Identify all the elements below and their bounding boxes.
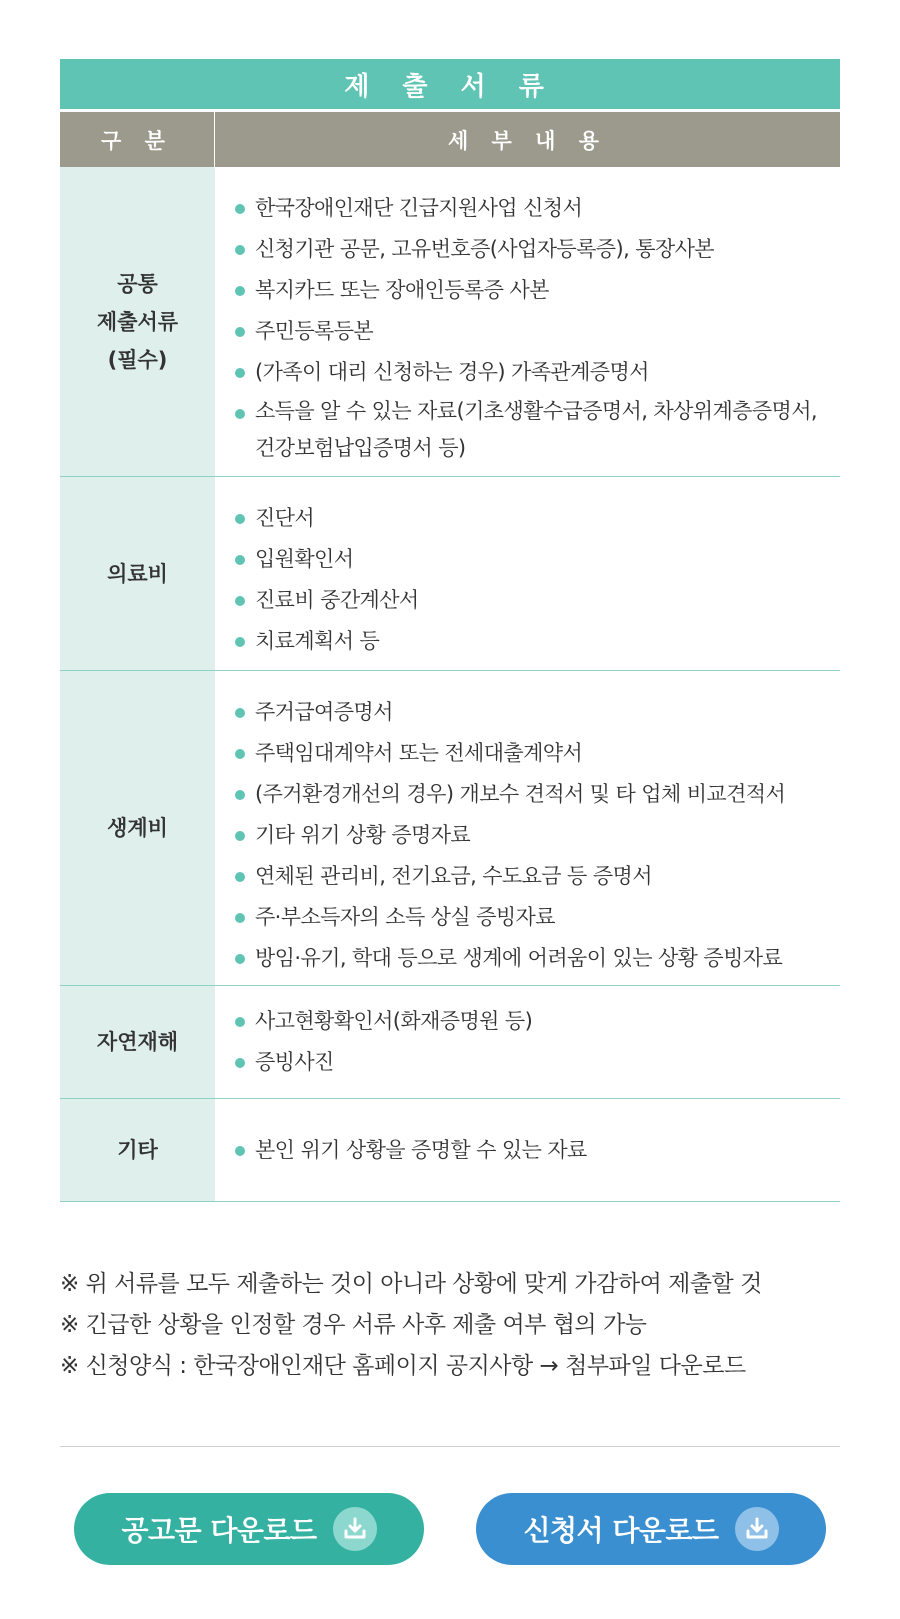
list-item: 본인 위기 상황을 증명할 수 있는 자료	[235, 1130, 840, 1171]
list-item: 증빙사진	[235, 1042, 840, 1083]
download-icon	[333, 1507, 377, 1551]
list-item: (가족이 대리 신청하는 경우) 가족관계증명서	[235, 352, 840, 393]
form-download-button[interactable]	[476, 1493, 826, 1565]
note-line: ※ 위 서류를 모두 제출하는 것이 아니라 상황에 맞게 가감하여 제출할 것	[60, 1271, 762, 1297]
table-row-living	[60, 671, 840, 986]
list-item: 복지카드 또는 장애인등록증 사본	[235, 270, 840, 311]
list-item: 신청기관 공문, 고유번호증(사업자등록증), 통장사본	[235, 229, 840, 270]
category-line: 공통	[117, 271, 158, 296]
list-item: 연체된 관리비, 전기요금, 수도요금 등 증명서	[235, 856, 840, 897]
category-line: 생계비	[107, 816, 168, 840]
list-item: 주·부소득자의 소득 상실 증빙자료	[235, 897, 840, 938]
row-category	[60, 1099, 215, 1201]
list-item: 입원확인서	[235, 539, 840, 580]
table-header-row	[60, 112, 840, 167]
row-category	[60, 671, 215, 985]
header-detail: 세 부 내 용	[447, 128, 608, 153]
download-icon	[735, 1507, 779, 1551]
list-item: 주택임대계약서 또는 전세대출계약서	[235, 733, 840, 774]
category-line: 자연재해	[96, 1030, 179, 1054]
table-title: 제 출 서 류	[60, 59, 840, 112]
document-list	[215, 1099, 840, 1201]
row-category	[60, 986, 215, 1098]
category-line: 제출서류	[96, 309, 179, 334]
list-item: 주민등록등본	[235, 311, 840, 352]
table-row-other	[60, 1099, 840, 1202]
required-documents-table	[60, 59, 840, 1202]
list-item: 진단서	[235, 498, 840, 539]
table-row-medical	[60, 477, 840, 671]
divider	[60, 1446, 840, 1447]
list-item: (주거환경개선의 경우) 개보수 견적서 및 타 업체 비교견적서	[235, 774, 840, 815]
table-row-common	[60, 167, 840, 477]
note-line: ※ 신청양식 : 한국장애인재단 홈페이지 공지사항 → 첨부파일 다운로드	[60, 1353, 746, 1379]
note-line: ※ 긴급한 상황을 인정할 경우 서류 사후 제출 여부 협의 가능	[60, 1312, 647, 1338]
document-list	[215, 167, 840, 476]
notice-download-label: 공고문 다운로드	[121, 1514, 317, 1547]
category-line: 기타	[117, 1138, 158, 1162]
list-item: 주거급여증명서	[235, 692, 840, 733]
list-item: 진료비 중간계산서	[235, 580, 840, 621]
row-category	[60, 167, 215, 476]
list-item: 한국장애인재단 긴급지원사업 신청서	[235, 188, 840, 229]
form-download-label: 신청서 다운로드	[523, 1514, 719, 1547]
table-row-disaster	[60, 986, 840, 1099]
row-category	[60, 477, 215, 670]
document-list	[215, 671, 840, 985]
document-list	[215, 477, 840, 670]
notes-section	[60, 1264, 850, 1387]
list-item: 치료계획서 등	[235, 621, 840, 662]
list-item: 사고현황확인서(화재증명원 등)	[235, 1001, 840, 1042]
document-list	[215, 986, 840, 1098]
category-line: 의료비	[107, 561, 168, 586]
list-item: 소득을 알 수 있는 자료(기초생활수급증명서, 차상위계층증명서, 건강보험납입증명서 등)	[235, 393, 840, 467]
header-category: 구 분	[60, 112, 215, 167]
notice-download-button[interactable]	[74, 1493, 424, 1565]
list-item: 기타 위기 상황 증명자료	[235, 815, 840, 856]
list-item: 방임·유기, 학대 등으로 생계에 어려움이 있는 상황 증빙자료	[235, 938, 840, 979]
category-line: (필수)	[107, 347, 168, 372]
